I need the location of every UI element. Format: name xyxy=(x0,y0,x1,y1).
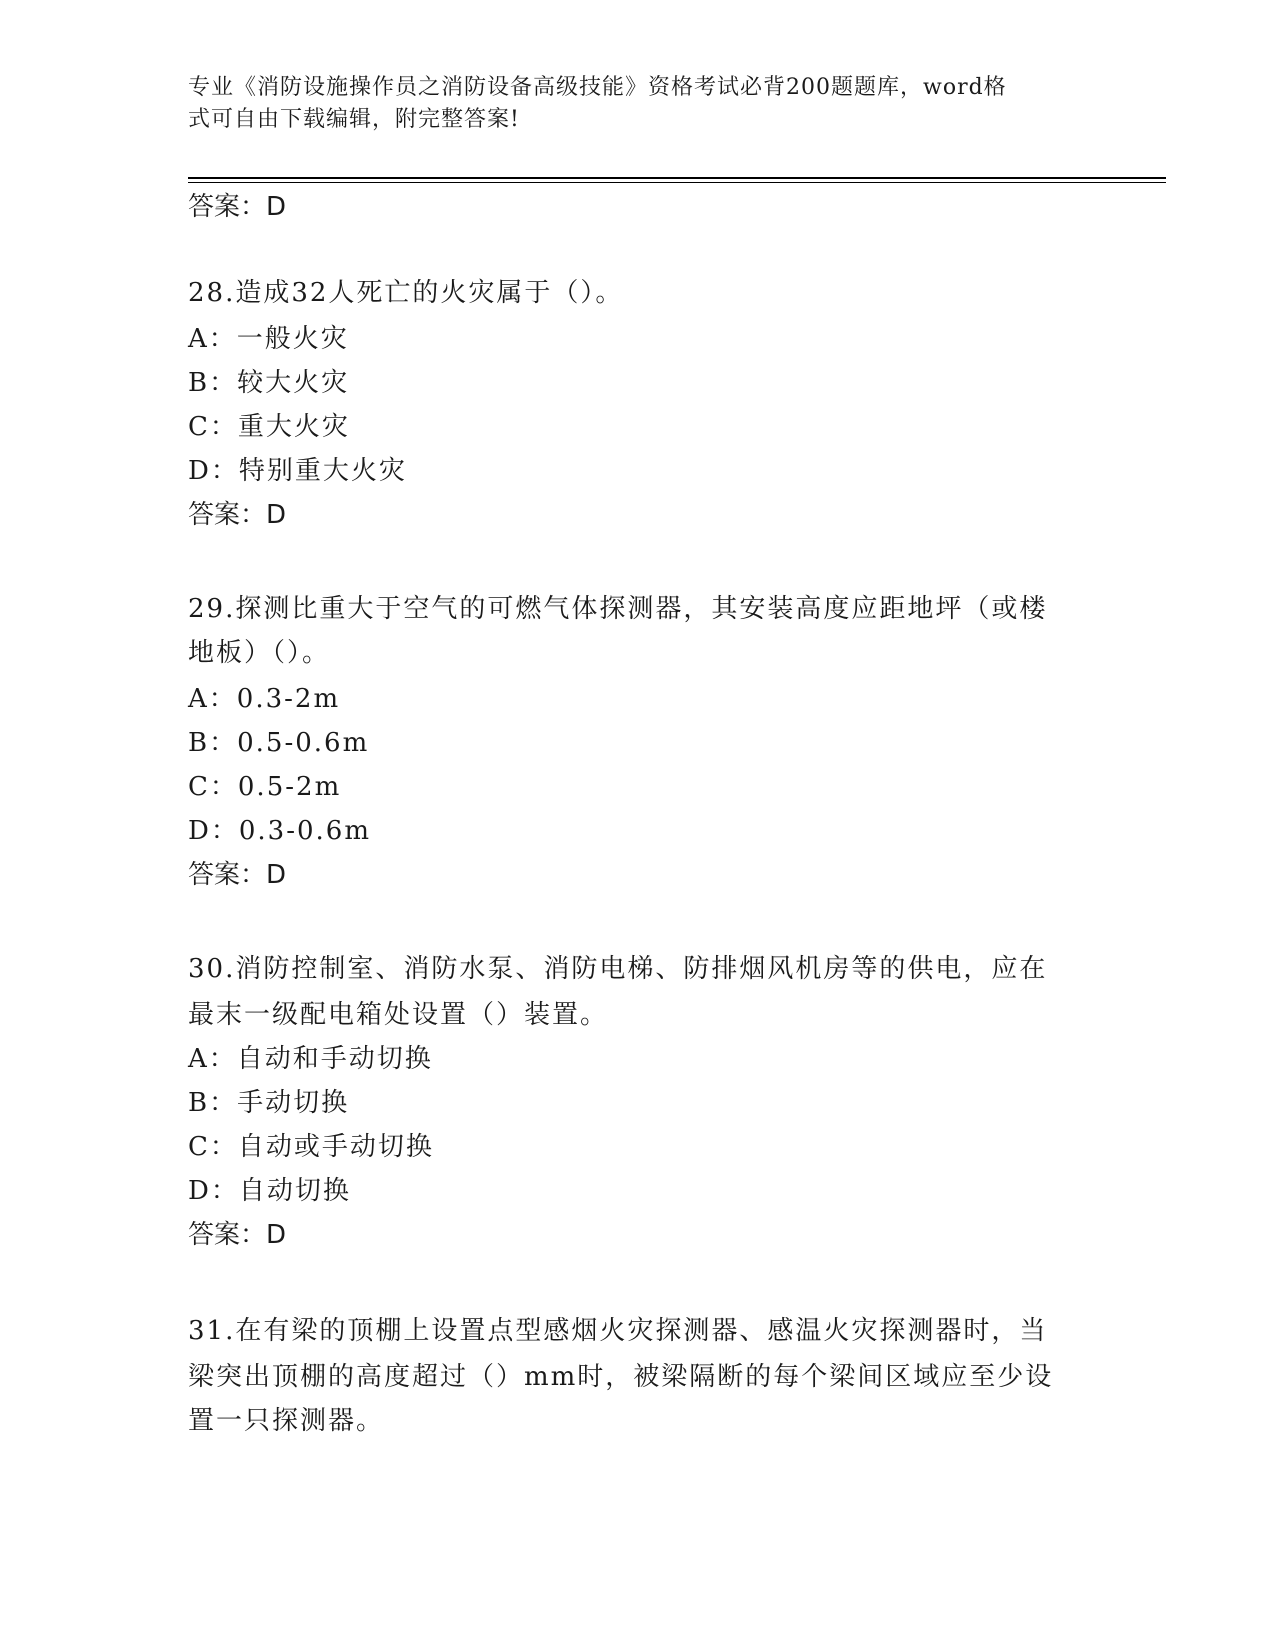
question-28-option-c: C：重大火灾 xyxy=(188,412,350,442)
header-rule-thin xyxy=(188,182,1166,183)
question-28-option-a: A：一般火灾 xyxy=(188,324,349,354)
question-28-answer: 答案：D xyxy=(188,500,287,530)
question-29-option-b: B：0.5-0.6m xyxy=(188,728,370,758)
header-line-1: 专业《消防设施操作员之消防设备高级技能》资格考试必背200题题库，word格 xyxy=(188,75,1007,100)
question-29-stem-line-1: 29.探测比重大于空气的可燃气体探测器，其安装高度应距地坪（或楼 xyxy=(188,594,1048,624)
question-29-stem-line-2: 地板）（）。 xyxy=(188,638,331,668)
question-29-option-d: D：0.3-0.6m xyxy=(188,816,371,846)
question-28-option-d: D：特别重大火灾 xyxy=(188,456,407,486)
question-30-stem-line-1: 30.消防控制室、消防水泵、消防电梯、防排烟风机房等的供电，应在 xyxy=(188,954,1048,984)
question-29-option-a: A：0.3-2m xyxy=(188,684,341,714)
question-30-option-b: B：手动切换 xyxy=(188,1088,350,1118)
question-29-answer: 答案：D xyxy=(188,860,287,890)
question-31-stem-line-1: 31.在有梁的顶棚上设置点型感烟火灾探测器、感温火灾探测器时，当 xyxy=(188,1316,1048,1346)
question-30-stem-line-2: 最末一级配电箱处设置（）装置。 xyxy=(188,1000,609,1030)
question-28-option-b: B：较大火灾 xyxy=(188,368,350,398)
question-28-stem: 28.造成32人死亡的火灾属于（）。 xyxy=(188,278,624,308)
answer-27: 答案：D xyxy=(188,192,287,222)
question-31-stem-line-3: 置一只探测器。 xyxy=(188,1406,385,1436)
question-29-option-c: C：0.5-2m xyxy=(188,772,342,802)
question-30-option-c: C：自动或手动切换 xyxy=(188,1132,434,1162)
header-line-2: 式可自由下载编辑，附完整答案! xyxy=(188,107,520,132)
question-31-stem-line-2: 梁突出顶棚的高度超过（）mm时，被梁隔断的每个梁间区域应至少设 xyxy=(188,1362,1054,1392)
question-30-answer: 答案：D xyxy=(188,1220,287,1250)
question-30-option-d: D：自动切换 xyxy=(188,1176,351,1206)
question-30-option-a: A：自动和手动切换 xyxy=(188,1044,433,1074)
document-header xyxy=(188,72,1068,136)
header-rule-thick xyxy=(188,177,1166,179)
